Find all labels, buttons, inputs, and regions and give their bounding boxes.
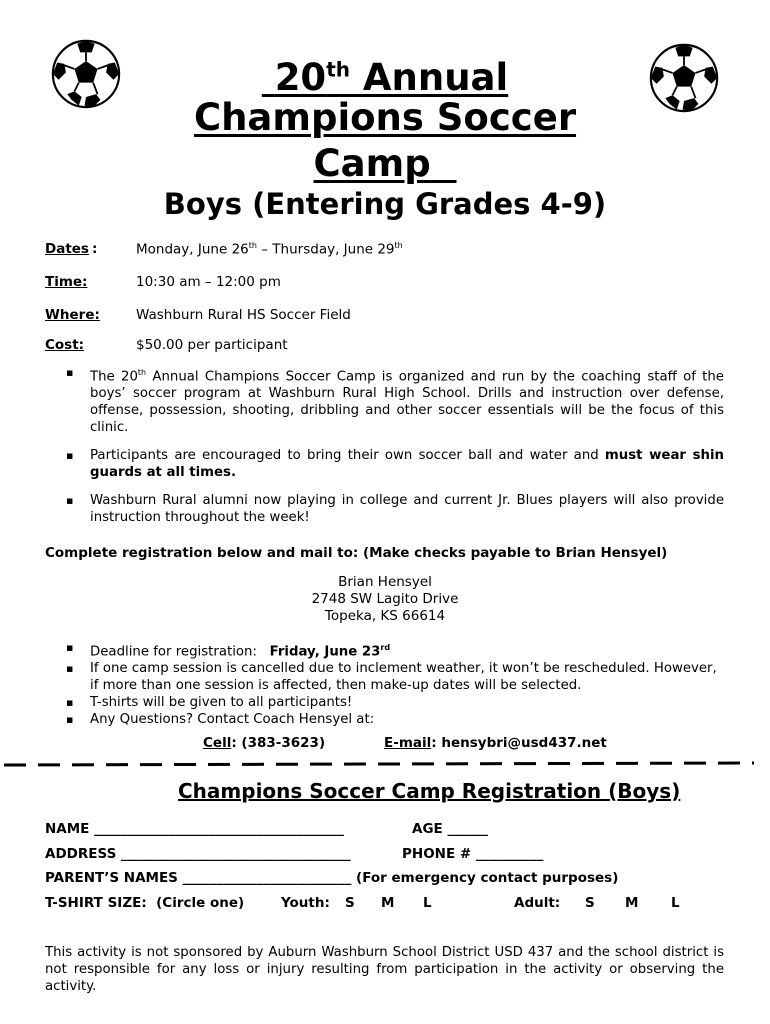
bullet-1-sup: th	[137, 368, 147, 377]
dates-label-text: Dates	[45, 241, 89, 257]
title-line-2-text: Champions Soccer	[193, 96, 577, 139]
mail-name: Brian Hensyel	[338, 574, 432, 590]
dates-end-sup: th	[394, 241, 403, 250]
cut-line	[4, 760, 754, 770]
page-title	[0, 48, 770, 100]
title-superscript: th	[326, 58, 350, 82]
list-item	[66, 447, 724, 481]
cell-value: : (383-3623)	[231, 735, 326, 751]
time-value: 10:30 am – 12:00 pm	[136, 274, 281, 290]
title-line-3	[0, 142, 770, 186]
email-contact	[384, 735, 607, 751]
deadline-value: Friday, June 23	[269, 644, 381, 660]
notes-list	[66, 639, 724, 728]
address-field[interactable]: ADDRESS __________________________________	[45, 846, 351, 862]
subtitle: Boys (Entering Grades 4-9)	[163, 187, 607, 221]
youth-size-s[interactable]: S	[345, 895, 355, 911]
dates-start: Monday, June 26	[136, 241, 249, 258]
list-item: ▪ T-shirts will be given to all participants!	[66, 694, 724, 711]
list-item: ▪ Washburn Rural alumni now playing in college and current Jr. Blues players will also provide instruction throughout the week!	[66, 492, 724, 526]
youth-size-l[interactable]: L	[423, 895, 432, 911]
name-field[interactable]: NAME _____________________________________	[45, 821, 344, 837]
list-item	[66, 639, 724, 660]
cell-label: Cell	[203, 735, 232, 751]
dates-value	[136, 241, 403, 258]
where-value: Washburn Rural HS Soccer Field	[136, 307, 351, 323]
adult-size-s[interactable]: S	[585, 895, 595, 911]
bullet-2-bold: must wear shin guards at all times.	[90, 448, 725, 481]
list-item: ▪ If one camp session is cancelled due to inclement weather, it won’t be rescheduled. However, if more than one session is affected, then make-up dates will be selected.	[66, 660, 724, 694]
adult-size-l[interactable]: L	[671, 895, 680, 911]
list-item: ▪ Any Questions? Contact Coach Hensyel at:	[66, 711, 724, 728]
dates-start-sup: th	[248, 241, 257, 250]
phone-field[interactable]: PHONE # __________	[402, 846, 544, 862]
description-list	[66, 364, 724, 526]
youth-size-m[interactable]: M	[381, 895, 395, 911]
tshirt-size-label: T-SHIRT SIZE: (Circle one)	[45, 895, 245, 911]
list-item	[66, 364, 724, 436]
cost-label: Cost:	[45, 337, 85, 353]
where-label: Where:	[45, 307, 100, 323]
mail-city: Topeka, KS 66614	[324, 608, 446, 624]
title-annual: Annual	[350, 56, 509, 100]
email-label: E-mail	[384, 735, 432, 751]
cost-value: $50.00 per participant	[136, 337, 288, 353]
mail-instruction: Complete registration below and mail to: (Make checks payable to Brian Hensyel)	[45, 545, 668, 561]
deadline-label: Deadline for registration:	[90, 644, 270, 660]
youth-label: Youth:	[281, 895, 330, 911]
bullet-2-text: Participants are encouraged to bring their own soccer ball and water and	[90, 448, 605, 464]
bullet-1-text: Annual Champions Soccer Camp is organized and run by the coaching staff of the boys’ soccer program at Washburn Rural High School. Drills and instruction over defense, offense, possession, shooting, dribbling and other soccer essentials will be the focus of this clinic.	[90, 369, 724, 436]
disclaimer: This activity is not sponsored by Auburn Washburn School District USD 437 and the school district is not responsible for any loss or injury resulting from participation in the activity or observing the activity.	[45, 945, 724, 994]
deadline-sup: rd	[380, 643, 391, 652]
time-label: Time:	[45, 274, 88, 290]
title-line-2	[0, 96, 770, 140]
title-number: 20	[274, 56, 327, 100]
email-value: : hensybri@usd437.net	[431, 735, 607, 751]
dates-end: – Thursday, June 29	[256, 241, 395, 258]
dates-colon: :	[92, 241, 98, 257]
registration-heading: Champions Soccer Camp Registration (Boys)	[178, 779, 681, 803]
mail-street: 2748 SW Lagito Drive	[311, 591, 459, 607]
parents-field[interactable]: PARENT’S NAMES _________________________ (For emergency contact purposes)	[45, 870, 619, 886]
adult-label: Adult:	[514, 895, 561, 911]
dates-label	[45, 241, 89, 257]
bullet-1-start: The 20	[90, 369, 138, 385]
title-line-3-text: Camp	[313, 142, 431, 185]
adult-size-m[interactable]: M	[625, 895, 639, 911]
age-field[interactable]: AGE ______	[412, 821, 488, 837]
cell-contact	[203, 735, 325, 751]
